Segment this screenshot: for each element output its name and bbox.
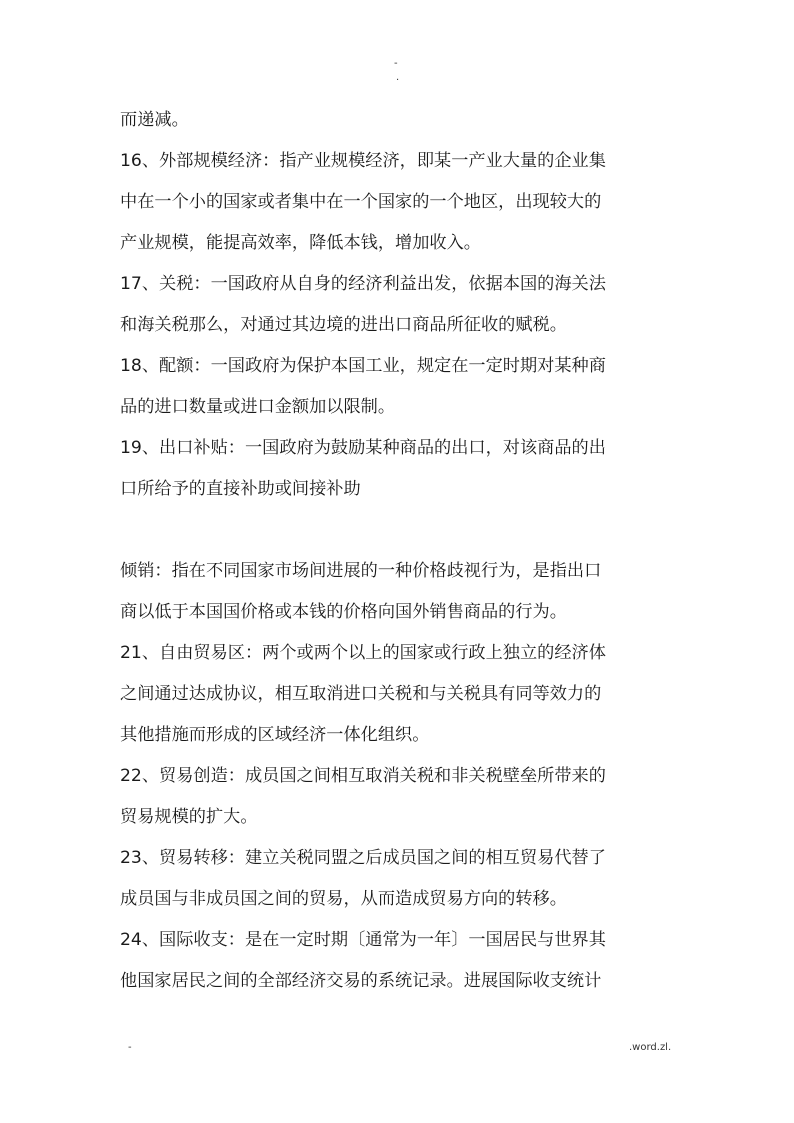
text-line: 倾销：指在不同国家市场间进展的一种价格歧视行为，是指出口 <box>120 561 602 581</box>
footer-dash: - <box>128 1042 132 1053</box>
text-line: 而递减。 <box>120 110 189 130</box>
text-line: 17、关税：一国政府从自身的经济利益出发，依据本国的海关法 <box>120 274 606 294</box>
body-text <box>120 100 676 1002</box>
header-dot: . <box>396 72 400 83</box>
text-line: 18、配额：一国政府为保护本国工业，规定在一定时期对某种商 <box>120 356 606 376</box>
text-line: 他国家居民之间的全部经济交易的系统记录。进展国际收支统计 <box>120 971 602 991</box>
text-line: 口所给予的直接补助或间接补助 <box>120 479 361 499</box>
text-line: 24、国际收支：是在一定时期〔通常为一年〕一国居民与世界其 <box>120 930 606 950</box>
text-line: 16、外部规模经济：指产业规模经济，即某一产业大量的企业集 <box>120 151 606 171</box>
text-line: 23、贸易转移：建立关税同盟之后成员国之间的相互贸易代替了 <box>120 848 606 868</box>
text-line: 中在一个小的国家或者集中在一个国家的一个地区，出现较大的 <box>120 192 602 212</box>
text-line: 产业规模，能提高效率，降低本钱，增加收入。 <box>120 233 481 253</box>
text-line: 和海关税那么，对通过其边境的进出口商品所征收的赋税。 <box>120 315 567 335</box>
text-line: 商以低于本国国价格或本钱的价格向国外销售商品的行为。 <box>120 602 567 622</box>
text-line: 19、出口补贴：一国政府为鼓励某种商品的出口，对该商品的出 <box>120 438 606 458</box>
text-line: 成员国与非成员国之间的贸易，从而造成贸易方向的转移。 <box>120 889 567 909</box>
text-line: 22、贸易创造：成员国之间相互取消关税和非关税壁垒所带来的 <box>120 766 606 786</box>
blank-line <box>120 510 676 551</box>
text-line: 21、自由贸易区：两个或两个以上的国家或行政上独立的经济体 <box>120 643 606 663</box>
text-line: 贸易规模的扩大。 <box>120 807 258 827</box>
text-line: 品的进口数量或进口金额加以限制。 <box>120 397 396 417</box>
header-dash: - <box>394 58 398 69</box>
text-line: 之间通过达成协议，相互取消进口关税和与关税具有同等效力的 <box>120 684 602 704</box>
text-line: 其他措施而形成的区域经济一体化组织。 <box>120 725 430 745</box>
footer-watermark: .word.zl. <box>629 1042 672 1053</box>
